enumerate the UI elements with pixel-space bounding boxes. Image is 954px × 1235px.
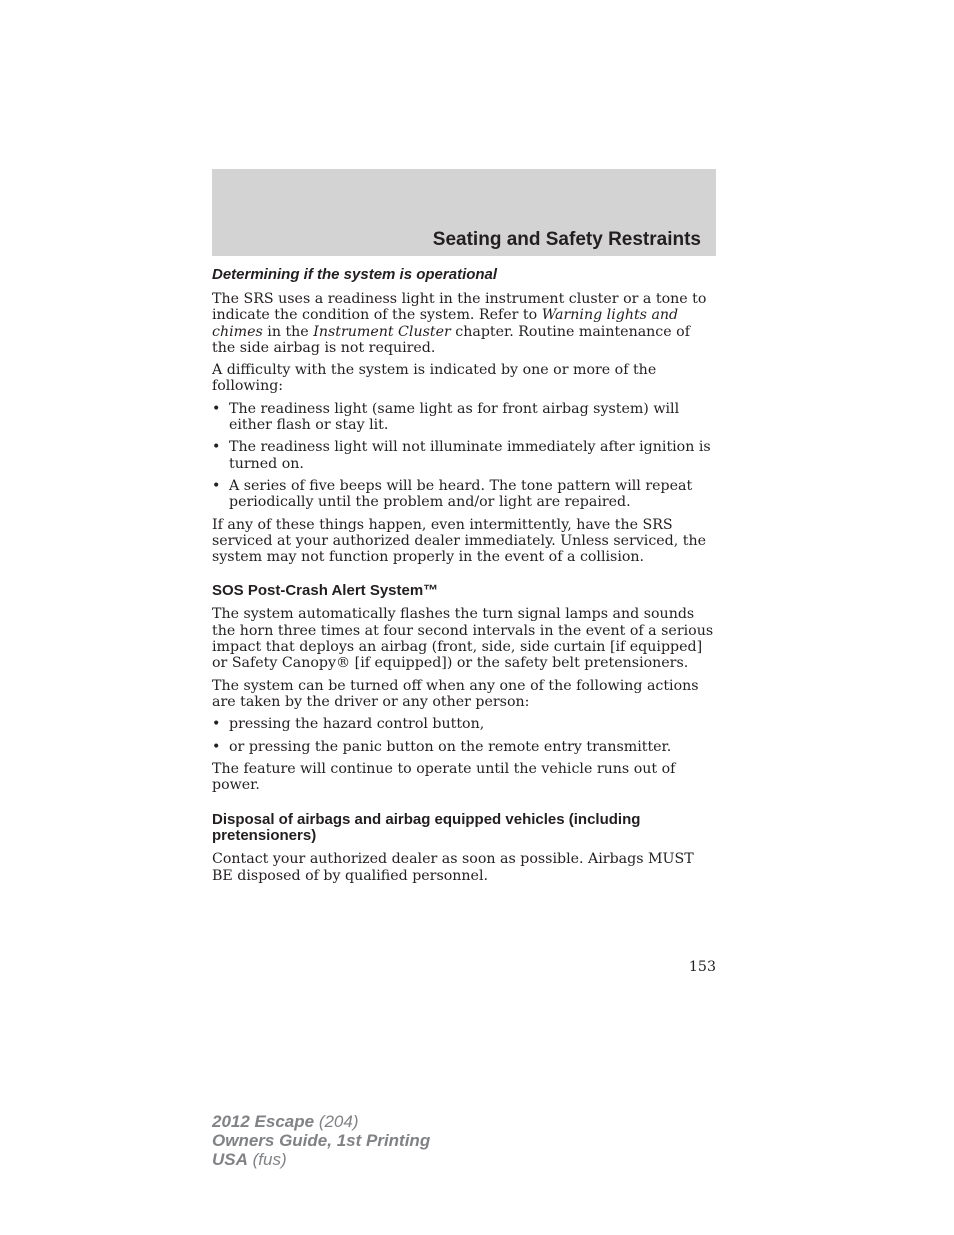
- bullet-glyph: •: [212, 477, 221, 494]
- list-item: • pressing the hazard control button,: [212, 716, 485, 733]
- page-content: [212, 266, 716, 890]
- chapter-header-band: [212, 169, 716, 256]
- footer-line-model: 2012 Escape (204): [212, 1112, 359, 1131]
- bullet-glyph: •: [212, 439, 221, 456]
- difficulty-list: [212, 401, 716, 511]
- reference-warning-lights: Warning lights and chimes: [212, 307, 679, 340]
- paragraph-disposal: Contact your authorized dealer as soon as possible. Airbags MUST BE disposed of by qualified personnel.: [212, 851, 694, 884]
- document-footer: [212, 1112, 430, 1169]
- chapter-title: Seating and Safety Restraints: [432, 229, 701, 250]
- paragraph-sos-off: The system can be turned off when any one of the following actions are taken by the driver or any other person:: [212, 677, 699, 710]
- paragraph-srs-readiness: The SRS uses a readiness light in the instrument cluster or a tone to indicate the condition of the system. Refer to Warning lights and chimes in the Instrument Cluster chapter. Routine maintenance of the side airbag is not required.: [212, 291, 707, 356]
- list-item: • The readiness light (same light as for front airbag system) will either flash or stay lit.: [212, 400, 680, 434]
- section-heading-operational: Determining if the system is operational: [212, 266, 498, 283]
- paragraph-service: If any of these things happen, even intermittently, have the SRS serviced at your authorized dealer immediately. Unless serviced, the system may not function properly in the event of a collision.: [212, 516, 707, 566]
- list-item: • The readiness light will not illuminate immediately after ignition is turned on.: [212, 439, 711, 472]
- list-item: • A series of five beeps will be heard. The tone pattern will repeat periodically until the problem and/or light are repaired.: [212, 477, 693, 511]
- section-heading-sos: SOS Post-Crash Alert System™: [212, 582, 439, 600]
- footer-line-printing: Owners Guide, 1st Printing: [212, 1131, 431, 1150]
- bullet-glyph: •: [212, 400, 221, 417]
- paragraph-difficulty: A difficulty with the system is indicated by one or more of the following:: [212, 362, 657, 395]
- bullet-glyph: •: [212, 716, 221, 733]
- section-heading-disposal: Disposal of airbags and airbag equipped vehicles (including pretensioners): [212, 811, 641, 845]
- footer-line-region: USA (fus): [212, 1150, 287, 1169]
- paragraph-sos-description: The system automatically flashes the turn signal lamps and sounds the horn three times at four second intervals in the event of a serious impact that deploys an airbag (front, side, side curtain [if equipped] or Safety Canopy® [if equipped]) or the safety belt pretensioners.: [212, 606, 714, 672]
- paragraph-sos-power: The feature will continue to operate until the vehicle runs out of power.: [212, 760, 676, 794]
- list-item: • or pressing the panic button on the remote entry transmitter.: [212, 738, 672, 755]
- reference-instrument-cluster: Instrument Cluster: [313, 323, 451, 340]
- bullet-glyph: •: [212, 738, 221, 755]
- page-number: 153: [688, 959, 716, 975]
- sos-actions-list: [212, 716, 716, 755]
